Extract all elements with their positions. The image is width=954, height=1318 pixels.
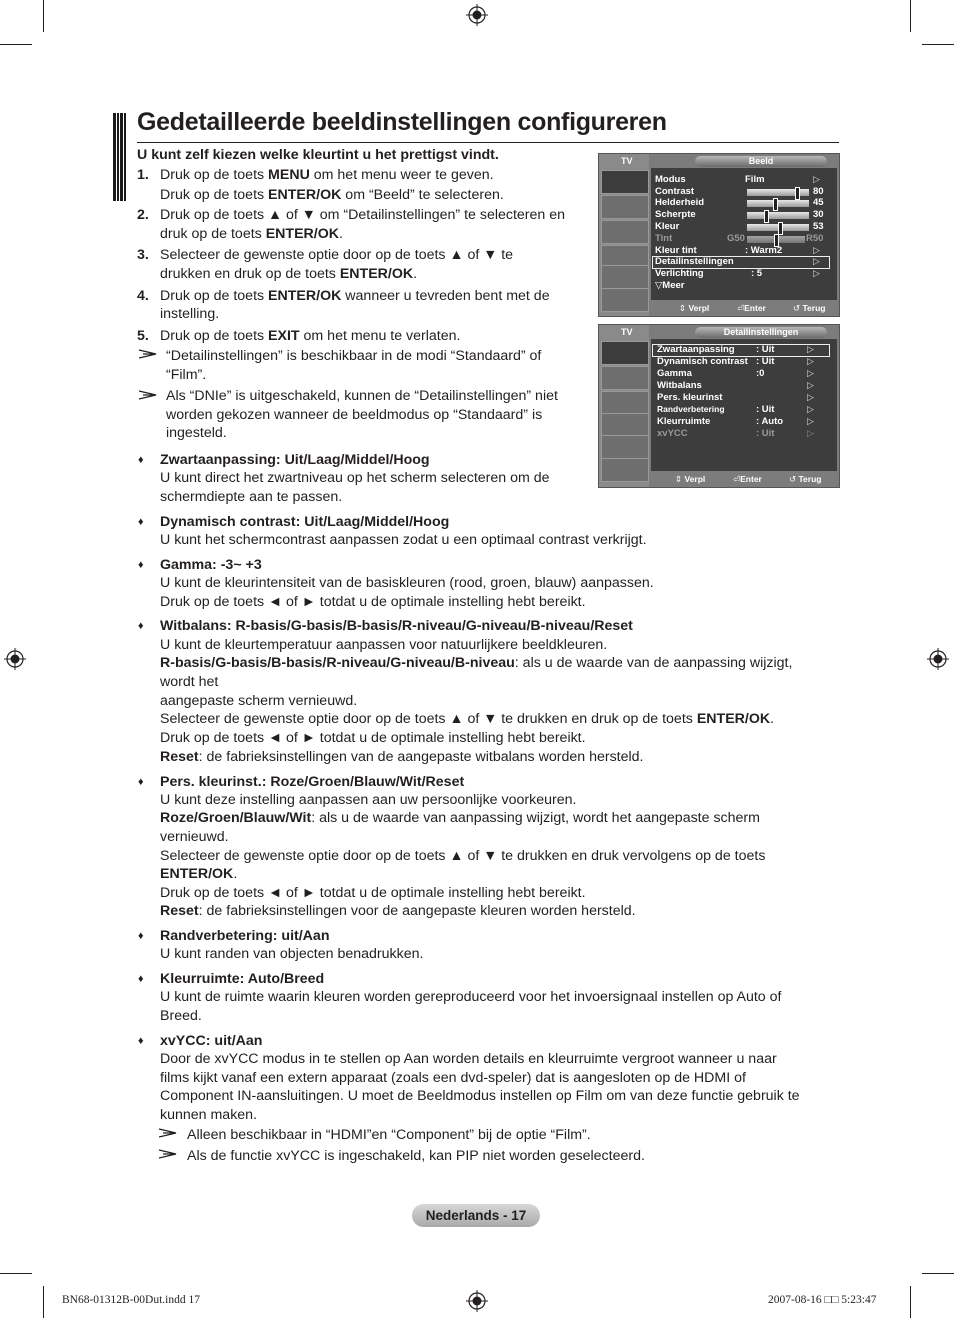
note-text: Alleen beschikbaar in “HDMI”en “Component” bij de optie “Film”. <box>187 1127 591 1143</box>
osd-row-label[interactable]: Scherpte <box>655 209 696 220</box>
section-text: Component IN-aansluitingen. U moet de Beeldmodus instellen op Film om van deze functie gebruik te <box>160 1088 800 1104</box>
arrow-right-icon: ▷ <box>813 174 820 184</box>
crop-mark <box>43 0 44 32</box>
crop-mark <box>43 1286 44 1318</box>
title-decoration <box>113 113 127 201</box>
osd-row-label[interactable]: Dynamisch contrast <box>657 356 748 367</box>
step-text: Druk op de toets ENTER/OK om “Beeld” te selecteren. <box>160 187 504 203</box>
osd-row-value: 45 <box>813 197 824 208</box>
osd-row-label[interactable]: Randverbetering <box>657 404 725 414</box>
note-arrow-icon <box>138 348 158 360</box>
section-heading: Zwartaanpassing: Uit/Laag/Middel/Hoog <box>160 452 430 468</box>
osd-row-value: : 5 <box>751 268 763 279</box>
section-text: Selecteer de gewenste optie door op de toets ▲ of ▼ te drukken en druk op de toets ENTER/OK. <box>160 711 775 727</box>
application-icon <box>601 288 649 312</box>
crop-mark <box>910 1286 911 1318</box>
section-text: U kunt de ruimte waarin kleuren worden gereproduceerd voor het invoersignaal instellen op Auto of <box>160 989 782 1005</box>
brightness-slider[interactable] <box>747 200 809 207</box>
osd-row-label[interactable]: Kleurruimte <box>657 416 711 427</box>
osd-header: Detailinstellingen <box>695 327 827 338</box>
step-number: 5. <box>137 328 149 344</box>
crop-mark <box>910 0 911 32</box>
arrow-right-icon: ▷ <box>807 404 814 414</box>
registration-mark-icon <box>466 4 488 26</box>
channel-icon <box>601 391 649 415</box>
section-text: Druk op de toets ◄ of ► totdat u de optimale instelling hebt bereikt. <box>160 730 586 746</box>
enter-hint: ⏎Enter <box>737 303 766 313</box>
intro-text: U kunt zelf kiezen welke kleurtint u het prettigst vindt. <box>137 147 499 163</box>
arrow-right-icon: ▷ <box>813 268 820 278</box>
input-icon <box>601 435 649 459</box>
bullet-diamond-icon: ♦ <box>138 559 144 571</box>
crop-mark <box>922 44 954 45</box>
section-text: U kunt de kleurintensiteit van de basiskleuren (rood, groen, blauw) aanpassen. <box>160 575 654 591</box>
note-arrow-icon <box>138 389 158 401</box>
osd-row-label[interactable]: Detailinstellingen <box>655 256 734 267</box>
osd-footer <box>651 301 837 315</box>
crop-mark <box>0 1273 32 1274</box>
section-heading: Witbalans: R-basis/G-basis/B-basis/R-niveau/G-niveau/B-niveau/Reset <box>160 618 633 634</box>
osd-row-value: : Uit <box>756 344 775 355</box>
section-text: kunnen maken. <box>160 1107 258 1123</box>
note-text: “Detailinstellingen” is beschikbaar in de modi “Standaard” of <box>166 348 542 364</box>
application-icon <box>601 458 649 482</box>
osd-row-value: : Auto <box>756 416 784 427</box>
contrast-slider[interactable] <box>747 189 809 196</box>
osd-row-value: : Warm2 <box>745 245 783 256</box>
osd-row-label[interactable]: Gamma <box>657 368 692 379</box>
sharpness-slider[interactable] <box>747 212 809 219</box>
section-text: U kunt de kleurtemperatuur aanpassen voor natuurlijkere beeldkleuren. <box>160 637 608 653</box>
section-heading: Kleurruimte: Auto/Breed <box>160 971 325 987</box>
osd-picture-menu <box>598 153 840 317</box>
note-arrow-icon <box>158 1127 178 1139</box>
slider-knob[interactable] <box>773 198 778 211</box>
move-hint: ⇕ Verpl <box>679 303 710 313</box>
osd-row-label[interactable]: Modus <box>655 174 686 185</box>
osd-row-label[interactable]: Verlichting <box>655 268 704 279</box>
osd-header: Beeld <box>695 156 827 167</box>
date-slug: 2007-08-16 □□ 5:23:47 <box>768 1294 877 1306</box>
arrow-right-icon: ▷ <box>807 392 814 402</box>
step-number: 4. <box>137 288 149 304</box>
enter-hint: ⏎Enter <box>733 474 762 484</box>
section-heading: Dynamisch contrast: Uit/Laag/Middel/Hoog <box>160 514 450 530</box>
step-text: instelling. <box>160 306 220 322</box>
osd-row-label[interactable]: xvYCC <box>657 428 688 439</box>
bullet-diamond-icon: ♦ <box>138 620 144 632</box>
registration-mark-icon <box>927 648 949 670</box>
step-text: drukken en druk op de toets ENTER/OK. <box>160 266 418 282</box>
section-text: wordt het <box>160 674 219 690</box>
section-text: Selecteer de gewenste optie door op de toets ▲ of ▼ te drukken en druk vervolgens op de toets <box>160 848 766 864</box>
note-text: ingesteld. <box>166 425 227 441</box>
picture-icon <box>601 341 649 365</box>
step-text: Druk op de toets EXIT om het menu te verlaten. <box>160 328 461 344</box>
arrow-right-icon: ▷ <box>813 245 820 255</box>
section-text: Breed. <box>160 1008 202 1024</box>
arrow-right-icon: ▷ <box>807 380 814 390</box>
page-title: Gedetailleerde beeldinstellingen configureren <box>137 108 667 136</box>
crop-mark <box>922 1273 954 1274</box>
sound-icon <box>601 195 649 219</box>
note-text: “Film”. <box>166 367 207 383</box>
note-text: Als de functie xvYCC is ingeschakeld, kan PIP niet worden geselecteerd. <box>187 1148 645 1164</box>
osd-row-label[interactable]: Kleur <box>655 221 680 232</box>
step-text: Selecteer de gewenste optie door op de toets ▲ of ▼ te <box>160 247 514 263</box>
section-text: Reset: de fabrieksinstellingen voor de aangepaste kleuren worden hersteld. <box>160 903 636 919</box>
section-text: Druk op de toets ◄ of ► totdat u de optimale instelling hebt bereikt. <box>160 594 586 610</box>
note-arrow-icon <box>158 1148 178 1160</box>
arrow-right-icon: ▷ <box>807 416 814 426</box>
note-text: Als “DNIe” is uitgeschakeld, kunnen de “Detailinstellingen” niet <box>166 388 558 404</box>
osd-row-label[interactable]: Contrast <box>655 186 695 197</box>
section-text: R-basis/G-basis/B-basis/R-niveau/G-niveau/B-niveau: als u de waarde van de aanpassing wijzigt, <box>160 655 793 671</box>
section-text: U kunt het schermcontrast aanpassen zodat u een optimaal contrast verkrijgt. <box>160 532 647 548</box>
osd-row-value: :0 <box>756 368 765 379</box>
section-text: Druk op de toets ◄ of ► totdat u de optimale instelling hebt bereikt. <box>160 885 586 901</box>
return-hint: ↺ Terug <box>789 474 822 484</box>
osd-row-label[interactable]: ▽Meer <box>655 280 685 291</box>
sound-icon <box>601 366 649 390</box>
setup-icon <box>601 413 649 437</box>
osd-row-value: : Uit <box>756 404 775 415</box>
file-slug: BN68-01312B-00Dut.indd 17 <box>62 1294 200 1306</box>
page-number-badge: Nederlands - 17 <box>412 1204 540 1227</box>
osd-footer <box>651 472 837 486</box>
section-text: films kijkt vanaf een extern apparaat (zoals een dvd-speler) dat is aangesloten op de HDMI of <box>160 1070 746 1086</box>
bullet-diamond-icon: ♦ <box>138 776 144 788</box>
section-text: vernieuwd. <box>160 829 229 845</box>
arrow-right-icon: ▷ <box>807 356 814 366</box>
section-text: aangepaste scherm vernieuwd. <box>160 693 358 709</box>
osd-row-value: : Uit <box>756 356 775 367</box>
section-text: Reset: de fabrieksinstellingen van de aangepaste witbalans worden hersteld. <box>160 749 644 765</box>
bullet-diamond-icon: ♦ <box>138 1035 144 1047</box>
step-text: Druk op de toets ▲ of ▼ om “Detailinstellingen” te selecteren en <box>160 207 566 223</box>
arrow-right-icon: ▷ <box>807 344 814 354</box>
step-text: druk op de toets ENTER/OK. <box>160 226 343 242</box>
step-number: 3. <box>137 247 149 263</box>
osd-row-value: 53 <box>813 221 824 232</box>
osd-sidebar <box>599 154 649 316</box>
osd-row-label[interactable]: Tint <box>655 233 673 244</box>
osd-detail-menu <box>598 324 840 488</box>
section-heading: Gamma: -3~ +3 <box>160 557 262 573</box>
registration-mark-icon <box>4 648 26 670</box>
step-number: 1. <box>137 167 149 183</box>
section-text: Roze/Groen/Blauw/Wit: als u de waarde van aanpassing wijzigt, wordt het aangepaste scherm <box>160 810 760 826</box>
arrow-right-icon: ▷ <box>807 368 814 378</box>
bullet-diamond-icon: ♦ <box>138 454 144 466</box>
slider-knob[interactable] <box>764 210 769 223</box>
osd-row-value: 80 <box>813 186 824 197</box>
channel-icon <box>601 220 649 244</box>
osd-tv-label: TV <box>621 156 633 166</box>
section-heading: Randverbetering: uit/Aan <box>160 928 330 944</box>
osd-tv-label: TV <box>621 327 633 337</box>
note-text: worden gekozen wanneer de beeldmodus op “Standaard” is <box>166 407 543 423</box>
bullet-diamond-icon: ♦ <box>138 973 144 985</box>
osd-row-label[interactable]: Pers. kleurinst <box>657 392 723 403</box>
section-text: U kunt direct het zwartniveau op het scherm selecteren om de <box>160 470 550 486</box>
osd-row-label[interactable]: Helderheid <box>655 197 705 208</box>
arrow-right-icon: ▷ <box>813 256 820 266</box>
osd-sidebar <box>599 325 649 487</box>
picture-icon <box>601 170 649 194</box>
osd-row-label[interactable]: Witbalans <box>657 380 702 391</box>
section-text: Door de xvYCC modus in te stellen op Aan worden details en kleurruimte vergroot wanneer u naar <box>160 1051 777 1067</box>
registration-mark-icon <box>466 1290 488 1312</box>
section-heading: Pers. kleurinst.: Roze/Groen/Blauw/Wit/Reset <box>160 774 465 790</box>
input-icon <box>601 265 649 289</box>
step-text: Druk op de toets ENTER/OK wanneer u tevreden bent met de <box>160 288 550 304</box>
return-hint: ↺ Terug <box>793 303 826 313</box>
tint-right-value: R50 <box>806 233 824 244</box>
slider-knob[interactable] <box>795 187 800 200</box>
osd-row-label[interactable]: Zwartaanpassing <box>657 344 735 355</box>
section-heading: xvYCC: uit/Aan <box>160 1033 263 1049</box>
section-text: ENTER/OK. <box>160 866 238 882</box>
osd-row-label[interactable]: Kleur tint <box>655 245 697 256</box>
section-text: schermdiepte aan te passen. <box>160 489 343 505</box>
osd-row-value: 30 <box>813 209 824 220</box>
bullet-diamond-icon: ♦ <box>138 516 144 528</box>
section-text: U kunt randen van objecten benadrukken. <box>160 946 424 962</box>
osd-row-value: : Uit <box>756 428 775 439</box>
move-hint: ⇕ Verpl <box>675 474 706 484</box>
osd-row-value: Film <box>745 174 765 185</box>
section-text: U kunt deze instelling aanpassen aan uw persoonlijke voorkeuren. <box>160 792 577 808</box>
arrow-right-icon: ▷ <box>807 428 814 438</box>
tint-left-value: G50 <box>727 233 745 244</box>
bullet-diamond-icon: ♦ <box>138 930 144 942</box>
step-number: 2. <box>137 207 149 223</box>
crop-mark <box>0 44 32 45</box>
title-rule <box>137 142 839 143</box>
step-text: Druk op de toets MENU om het menu weer te geven. <box>160 167 494 183</box>
